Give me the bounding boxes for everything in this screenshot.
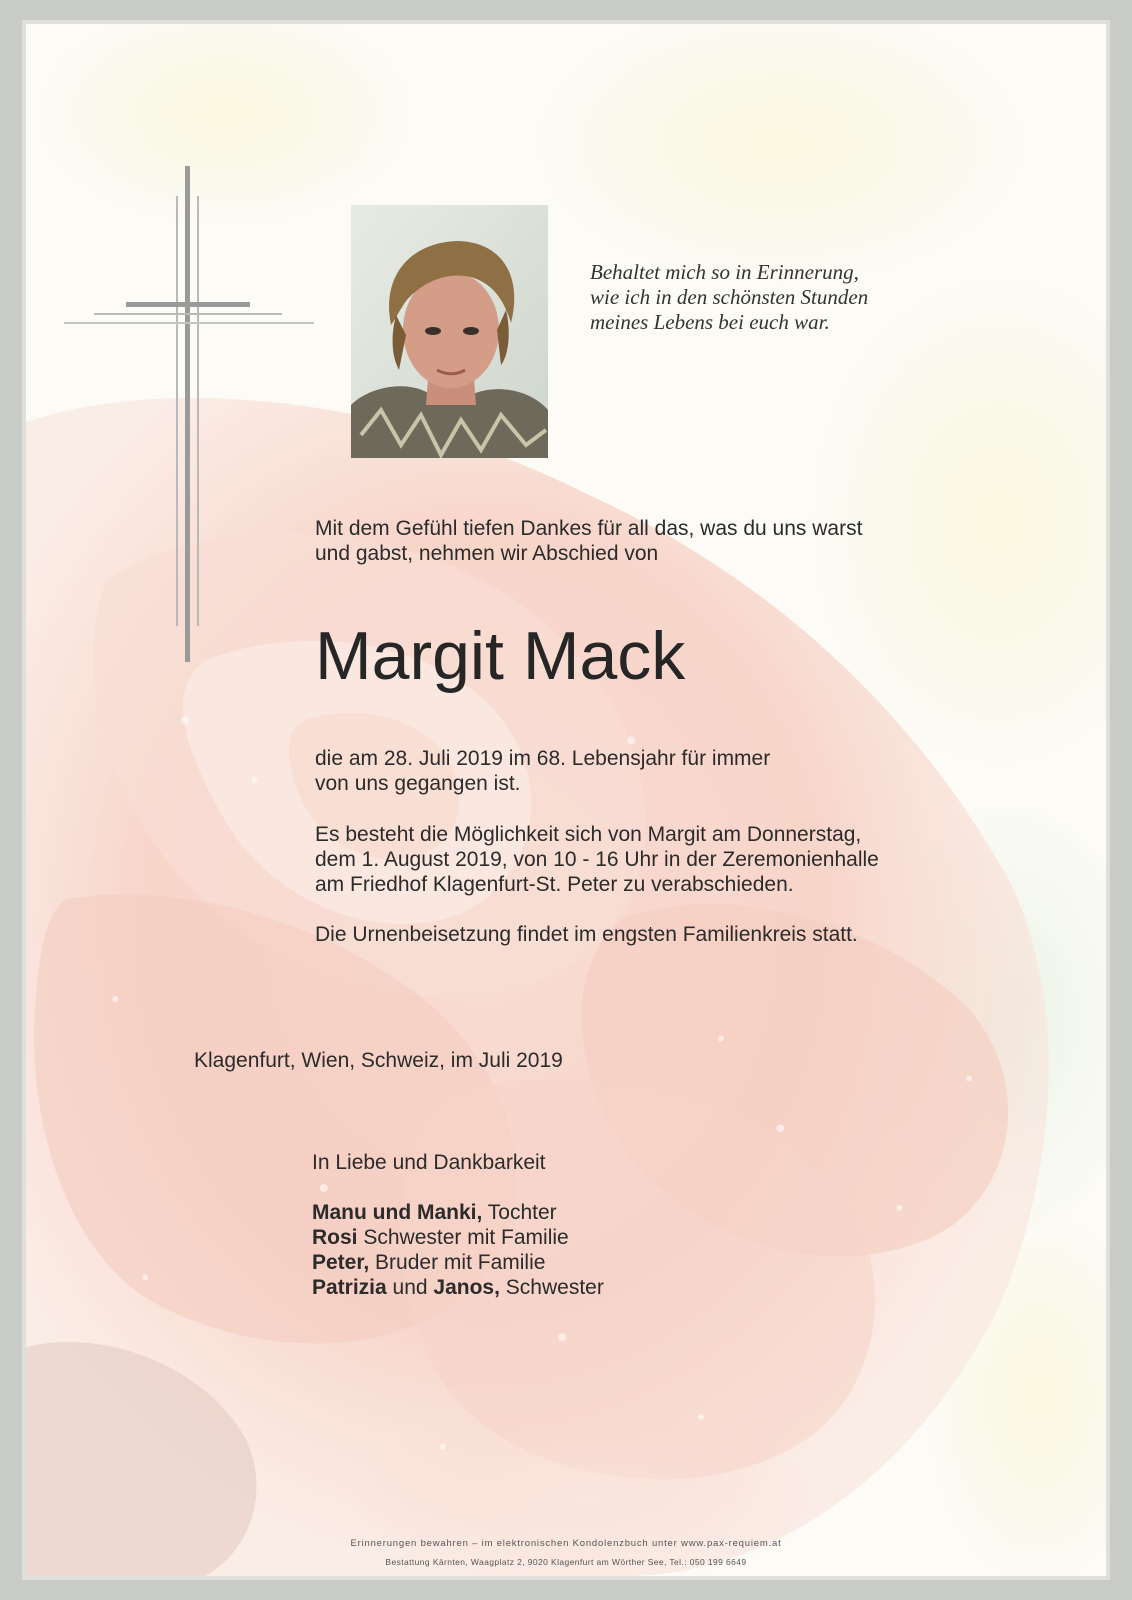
mourner-line-4	[312, 1275, 604, 1300]
mourner-relation: Schwester	[499, 1276, 604, 1299]
mourners-heading: In Liebe und Dankbarkeit	[312, 1151, 546, 1174]
memorial-quote	[590, 260, 868, 335]
mourner-name: Janos,	[433, 1276, 500, 1299]
intro-text	[315, 516, 862, 566]
portrait-photo	[351, 205, 548, 458]
death-info-line-2: von uns gegangen ist.	[315, 772, 521, 795]
place-date-line: Klagenfurt, Wien, Schweiz, im Juli 2019	[194, 1049, 563, 1072]
farewell-line-1: Es besteht die Möglichkeit sich von Margit am Donnerstag,	[315, 823, 862, 846]
quote-line-3: meines Lebens bei euch war.	[590, 310, 830, 334]
quote-line-2: wie ich in den schönsten Stunden	[590, 285, 869, 309]
death-info	[315, 746, 770, 796]
mourner-name: Patrizia	[312, 1276, 387, 1299]
footer-address-line: Bestattung Kärnten, Waagplatz 2, 9020 Klagenfurt am Wörther See, Tel.: 050 199 6649	[385, 1557, 747, 1567]
mourner-joiner: und	[386, 1276, 434, 1299]
death-info-line-1: die am 28. Juli 2019 im 68. Lebensjahr für immer	[315, 747, 771, 770]
footer-condolence-line: Erinnerungen bewahren – im elektronischen Kondolenzbuch unter www.pax-requiem.at	[350, 1538, 782, 1549]
mourner-line-1	[312, 1200, 604, 1225]
mourner-relation: Tochter	[482, 1201, 557, 1224]
place-date	[194, 1048, 563, 1073]
farewell-info	[315, 822, 879, 897]
mourner-line-2	[312, 1225, 604, 1250]
mourner-name: Manu und Manki,	[312, 1201, 483, 1224]
mourner-line-3	[312, 1250, 604, 1275]
burial-info	[315, 922, 858, 947]
quote-line-1: Behaltet mich so in Erinnerung,	[590, 260, 859, 284]
burial-line: Die Urnenbeisetzung findet im engsten Familienkreis statt.	[315, 923, 858, 946]
mourner-relation: Schwester mit Familie	[357, 1226, 569, 1249]
mourner-name: Peter,	[312, 1251, 370, 1274]
mourners-block	[312, 1150, 604, 1300]
cross-icon	[64, 166, 314, 686]
farewell-line-2: dem 1. August 2019, von 10 - 16 Uhr in der Zeremonienhalle	[315, 848, 879, 871]
farewell-line-3: am Friedhof Klagenfurt-St. Peter zu verabschieden.	[315, 873, 794, 896]
mourner-relation: Bruder mit Familie	[369, 1251, 546, 1274]
intro-line-2: und gabst, nehmen wir Abschied von	[315, 542, 659, 565]
intro-line-1: Mit dem Gefühl tiefen Dankes für all das, was du uns warst	[315, 517, 863, 540]
deceased-name: Margit Mack	[315, 618, 686, 694]
mourner-name: Rosi	[312, 1226, 358, 1249]
obituary-card	[22, 20, 1110, 1580]
